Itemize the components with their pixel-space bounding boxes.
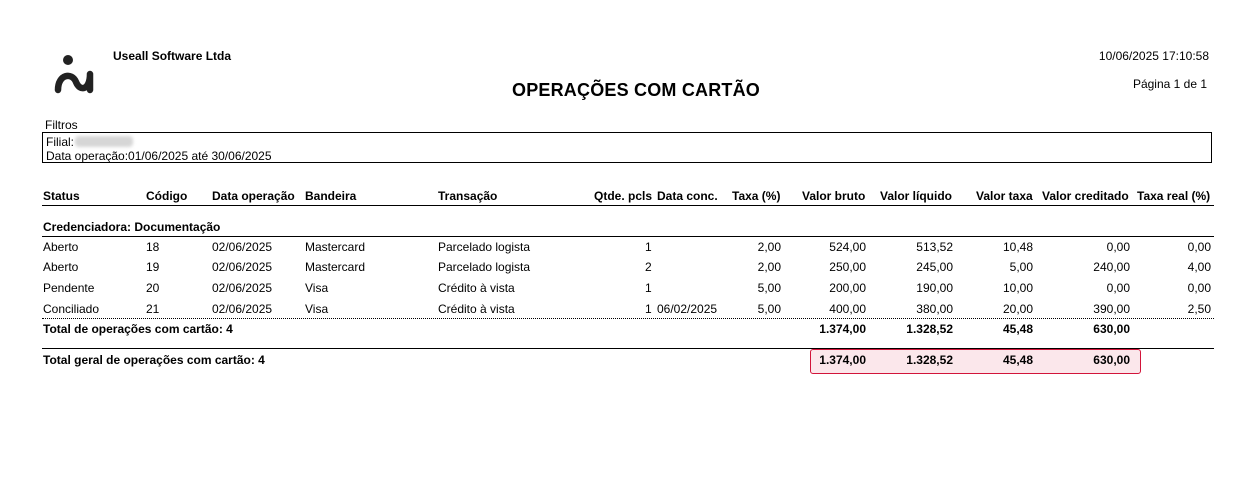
subtotal-divider — [42, 318, 1214, 319]
column-header-data-conc: Data conc. — [657, 189, 718, 203]
company-name: Useall Software Ltda — [113, 49, 232, 63]
subtotal-valor-bruto: 1.374,00 — [819, 322, 866, 336]
grand-total-valor-creditado: 630,00 — [1093, 353, 1130, 367]
grand-total-label: Total geral de operações com cartão: 4 — [43, 353, 265, 367]
cell-valor-bruto: 200,00 — [829, 281, 866, 295]
cell-taxa: 5,00 — [757, 281, 781, 295]
cell-taxa: 5,00 — [757, 302, 781, 316]
cell-bandeira: Visa — [305, 302, 329, 316]
cell-valor-liquido: 380,00 — [916, 302, 953, 316]
cell-valor-taxa: 10,48 — [1002, 240, 1033, 254]
filters-box — [42, 132, 1212, 163]
column-header-taxa: Taxa (%) — [732, 189, 781, 203]
cell-valor-liquido: 513,52 — [916, 240, 953, 254]
grand-total-valor-liquido: 1.328,52 — [906, 353, 953, 367]
cell-valor-taxa: 20,00 — [1002, 302, 1033, 316]
cell-valor-bruto: 524,00 — [829, 240, 866, 254]
column-header-valor-creditado: Valor creditado — [1042, 189, 1129, 203]
useall-logo-icon — [52, 52, 98, 98]
grand-total-valor-taxa: 45,48 — [1002, 353, 1033, 367]
cell-transacao: Parcelado logista — [438, 240, 531, 254]
cell-codigo: 21 — [146, 302, 160, 316]
cell-valor-creditado: 0,00 — [1106, 281, 1130, 295]
cell-valor-taxa: 5,00 — [1009, 260, 1033, 274]
cell-status: Aberto — [43, 260, 79, 274]
cell-taxa: 2,00 — [757, 260, 781, 274]
section-title: Credenciadora: Documentação — [43, 220, 221, 234]
subtotal-valor-taxa: 45,48 — [1002, 322, 1033, 336]
redacted-value — [75, 136, 133, 147]
page-info: Página 1 de 1 — [1132, 77, 1207, 91]
cell-status: Conciliado — [43, 302, 100, 316]
header-divider — [42, 205, 1214, 206]
cell-taxa-real: 4,00 — [1187, 260, 1211, 274]
page-title: OPERAÇÕES COM CARTÃO — [512, 80, 761, 100]
cell-qtde-pcls: 1 — [645, 302, 652, 316]
subtotal-label: Total de operações com cartão: 4 — [43, 322, 233, 336]
column-header-valor-liquido: Valor líquido — [880, 189, 953, 203]
cell-codigo: 20 — [146, 281, 160, 295]
cell-status: Pendente — [43, 281, 95, 295]
cell-data-operacao: 02/06/2025 — [212, 302, 273, 316]
cell-valor-liquido: 245,00 — [916, 260, 953, 274]
cell-transacao: Crédito à vista — [438, 302, 515, 316]
cell-taxa-real: 0,00 — [1187, 240, 1211, 254]
filter-filial-label: Filial: — [46, 135, 75, 149]
column-header-transacao: Transação — [438, 189, 498, 203]
cell-qtde-pcls: 2 — [645, 260, 652, 274]
cell-qtde-pcls: 1 — [645, 281, 652, 295]
cell-data-operacao: 02/06/2025 — [212, 281, 273, 295]
cell-data-operacao: 02/06/2025 — [212, 240, 273, 254]
cell-valor-creditado: 0,00 — [1106, 240, 1130, 254]
column-header-bandeira: Bandeira — [305, 189, 357, 203]
column-header-taxa-real: Taxa real (%) — [1137, 189, 1211, 203]
column-header-codigo: Código — [146, 189, 188, 203]
cell-bandeira: Visa — [305, 281, 329, 295]
cell-transacao: Crédito à vista — [438, 281, 515, 295]
cell-valor-liquido: 190,00 — [916, 281, 953, 295]
column-header-qtde-pcls: Qtde. pcls — [594, 189, 653, 203]
cell-bandeira: Mastercard — [305, 260, 366, 274]
cell-taxa-real: 0,00 — [1187, 281, 1211, 295]
cell-valor-creditado: 390,00 — [1093, 302, 1130, 316]
cell-transacao: Parcelado logista — [438, 260, 531, 274]
cell-valor-creditado: 240,00 — [1093, 260, 1130, 274]
cell-codigo: 18 — [146, 240, 160, 254]
filters-label: Filtros — [45, 118, 78, 132]
filter-filial — [46, 135, 133, 149]
column-header-valor-taxa: Valor taxa — [976, 189, 1033, 203]
column-header-status: Status — [43, 189, 80, 203]
report-datetime: 10/06/2025 17:10:58 — [1098, 49, 1209, 63]
cell-bandeira: Mastercard — [305, 240, 366, 254]
column-header-data-operacao: Data operação — [212, 189, 295, 203]
cell-status: Aberto — [43, 240, 79, 254]
cell-taxa: 2,00 — [757, 240, 781, 254]
subtotal-valor-creditado: 630,00 — [1093, 322, 1130, 336]
cell-data-operacao: 02/06/2025 — [212, 260, 273, 274]
cell-taxa-real: 2,50 — [1187, 302, 1211, 316]
cell-codigo: 19 — [146, 260, 160, 274]
cell-valor-bruto: 400,00 — [829, 302, 866, 316]
cell-qtde-pcls: 1 — [645, 240, 652, 254]
section-divider — [42, 236, 1214, 237]
subtotal-valor-liquido: 1.328,52 — [906, 322, 953, 336]
column-header-valor-bruto: Valor bruto — [802, 189, 866, 203]
cell-data-conc: 06/02/2025 — [657, 302, 718, 316]
cell-valor-bruto: 250,00 — [829, 260, 866, 274]
filter-data-operacao: Data operação:01/06/2025 até 30/06/2025 — [46, 149, 272, 163]
grand-total-valor-bruto: 1.374,00 — [819, 353, 866, 367]
cell-valor-taxa: 10,00 — [1002, 281, 1033, 295]
